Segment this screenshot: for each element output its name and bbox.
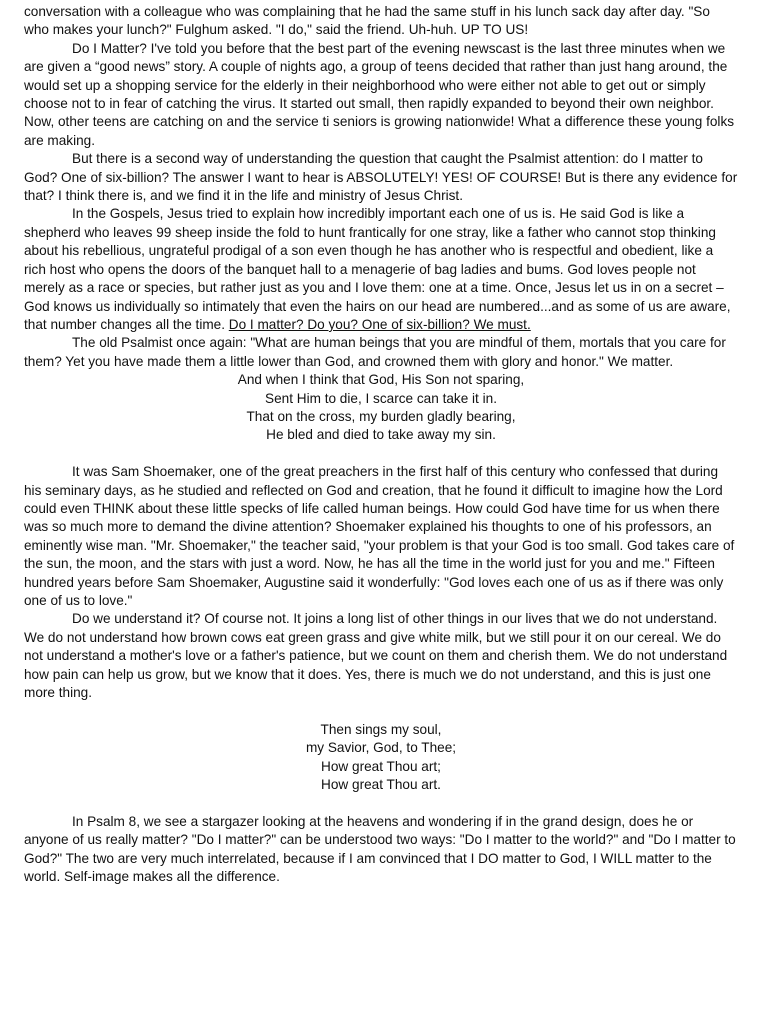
spacer [24,794,738,812]
paragraph-matter-to-god: But there is a second way of understanding the question that caught the Psalmist attention: do I matter to God? One of six-billion? The answer I want to hear is ABSOLUTELY! YES! OF COURSE! But is there any evidence for that? I think there is, and we find it in the life and ministry of Jesus Christ. [24,151,738,204]
paragraph-psalmist: The old Psalmist once again: "What are human beings that you are mindful of them, mortals that you care for them? Yet you have made them a little lower than God, and crowned them with glory and honor." We matter. [24,335,726,369]
verse-line: How great Thou art; [321,758,441,774]
paragraph-shoemaker: It was Sam Shoemaker, one of the great preachers in the first half of this century who confessed that during his seminary days, as he studied and reflected on God and creation, that he found it difficult to imagine how the Lord could even THINK about these little specks of life called human beings. How could God have time for us when there was so much more to demand the divine attention? Shoemaker explained his thoughts to one of his professors, an eminently wise man. "Mr. Shoemaker," the teacher said, "your problem is that your God is too small. God takes care of the sun, the moon, and the stars with just a word. Now, he has all the time in the world just for you and me." Fifteen hundred years before Sam Shoemaker, Augustine said it wonderfully: "God loves each one of us as if there was only one of us to love." [24,464,735,608]
hymn-verse-1 [24,371,738,445]
verse-line: my Savior, God, to Thee; [305,740,457,756]
paragraph-psalm-8: In Psalm 8, we see a stargazer looking at the heavens and wondering if in the grand design, does he or anyone of us really matter? "Do I matter?" can be understood two ways: "Do I matter to the world?" and "Do I matter to God?" The two are very much interrelated, because if I am convinced that I DO matter to God, I WILL matter to the world. Self-image makes all the difference. [24,813,736,885]
spacer [24,702,738,720]
paragraph-do-i-matter: Do I Matter? I've told you before that the best part of the evening newscast is the last three minutes when we are given a “good news” story. A couple of nights ago, a group of teens decided that rather than just hang around, the would set up a shopping service for the elderly in their neighborhood who were either not able to get out or simply choose not to in fear of catching the virus. It started out small, then rapidly expanded to beyond their own neighbor. Now, other teens are catching on and the service ti seniors is growing nationwide! What a difference these young folks are making. [24,40,735,148]
verse-line: How great Thou art. [321,777,441,793]
paragraph-gospels [24,205,738,334]
verse-line: And when I think that God, His Son not sparing, [237,372,525,388]
hymn-verse-2 [24,721,738,795]
verse-line: Sent Him to die, I scarce can take it in. [265,390,497,406]
verse-line: Then sings my soul, [320,721,442,737]
underlined-question: Do I matter? Do you? One of six-billion? We must. [228,316,531,332]
spacer [24,445,738,463]
paragraph-gospels-text: In the Gospels, Jesus tried to explain how incredibly important each one of us is. He said God is like a shepherd who leaves 99 sheep inside the fold to hunt frantically for one stray, like a father who cannot stop thinking about his rebellious, ungrateful prodigal of a son even though he has another who is respectful and obedient, like a rich host who opens the doors of the banquet hall to a menagerie of bag ladies and bums. God loves people not merely as a race or species, but rather just as you and I love them: one at a time. Once, Jesus let us in on a secret – God knows us individually so intimately that even the hairs on our head are numbered...and as some of us are aware, that number changes all the time. [24,206,731,332]
verse-line: That on the cross, my burden gladly bearing, [246,408,516,424]
paragraph-lunch-sack: conversation with a colleague who was complaining that he had the same stuff in his lunch sack day after day. "So who makes your lunch?" Fulghum asked. "I do," said the friend. Uh-huh. UP TO US! [24,4,710,38]
verse-line: He bled and died to take away my sin. [266,427,496,443]
paragraph-understand: Do we understand it? Of course not. It joins a long list of other things in our lives that we do not understand. We do not understand how brown cows eat green grass and give white milk, but we still pour it on our cereal. We do not understand a mother's love or a father's patience, but we count on them and cherish them. We do not understand how pain can help us grow, but we know that it does. Yes, there is much we do not understand, and this is just one more thing. [24,611,728,701]
